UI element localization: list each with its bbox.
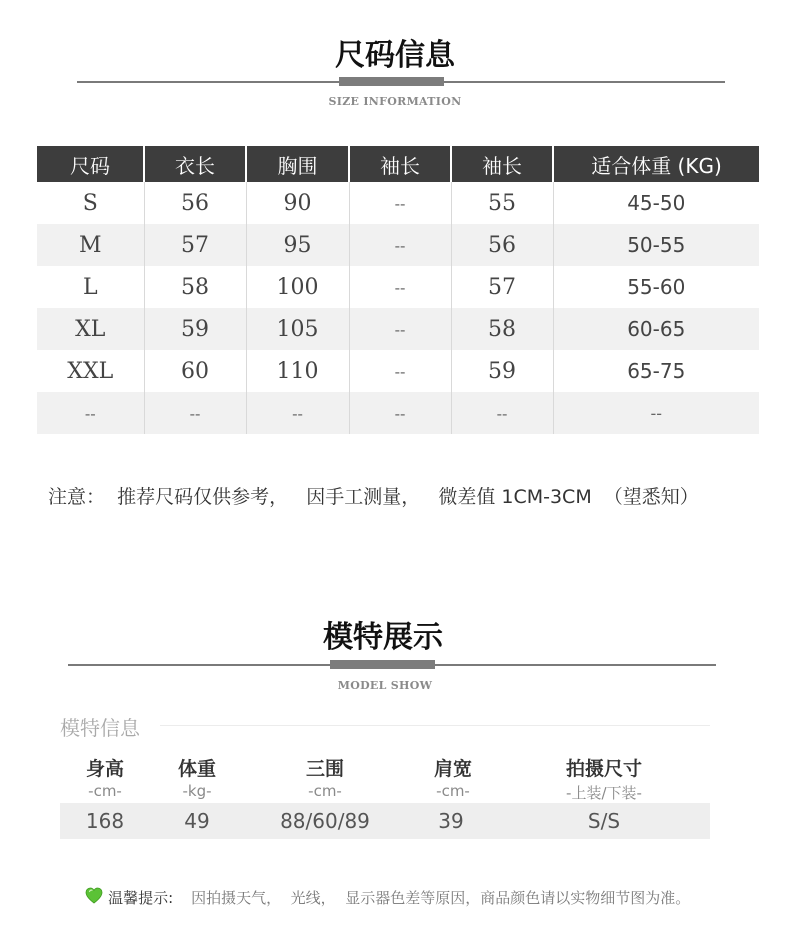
cell-size: XL — [37, 308, 144, 350]
model-unit-measurements: -cm- — [308, 782, 342, 800]
cell-chest: -- — [246, 392, 349, 434]
model-title-accent-bar — [330, 660, 435, 669]
size-section-title: 尺码信息 — [335, 38, 455, 73]
cell-length: 59 — [144, 308, 246, 350]
cell-sleeve-2: 55 — [451, 182, 553, 224]
cell-chest: 95 — [246, 224, 349, 266]
tip-text: 因拍摄天气， 光线， 显示器色差等原因，商品颜色请以实物细节图为准。 — [191, 889, 691, 907]
cell-sleeve-2: 59 — [451, 350, 553, 392]
model-header-height: 身高 — [85, 758, 124, 780]
cell-length: 56 — [144, 182, 246, 224]
model-value-shoulder: 39 — [438, 809, 464, 833]
model-value-measurements: 88/60/89 — [280, 809, 370, 833]
model-header-weight: 体重 — [177, 758, 216, 780]
cell-size: -- — [37, 392, 144, 434]
cell-chest: 90 — [246, 182, 349, 224]
cell-sleeve-2: 57 — [451, 266, 553, 308]
size-note: 注意： 推荐尺码仅供参考， 因手工测量， 微差值 1CM-3CM （望悉知） — [48, 486, 699, 508]
model-value-weight: 49 — [184, 809, 210, 833]
cell-weight: 55-60 — [627, 275, 686, 299]
model-unit-weight: -kg- — [182, 782, 212, 800]
model-header-shoot-size: 拍摄尺寸 — [565, 758, 642, 780]
model-header-measurements: 三围 — [305, 758, 344, 780]
cell-size: L — [37, 266, 144, 308]
header-chest: 胸围 — [246, 146, 349, 182]
cell-length: 57 — [144, 224, 246, 266]
cell-sleeve: -- — [349, 224, 451, 266]
model-info-label: 模特信息 — [60, 716, 140, 740]
green-heart-icon — [66, 869, 103, 926]
cell-sleeve-2: 56 — [451, 224, 553, 266]
size-table-header-row — [37, 146, 759, 182]
table-row — [37, 308, 759, 350]
model-unit-height: -cm- — [88, 782, 122, 800]
cell-sleeve: -- — [349, 266, 451, 308]
warm-tip — [66, 869, 690, 926]
header-size: 尺码 — [37, 146, 144, 182]
cell-sleeve-2: 58 — [451, 308, 553, 350]
header-length: 衣长 — [144, 146, 246, 182]
table-row — [37, 182, 759, 224]
table-row — [37, 224, 759, 266]
header-sleeve: 袖长 — [349, 146, 451, 182]
cell-length: -- — [144, 392, 246, 434]
model-unit-shoot-size: -上装/下装- — [566, 784, 642, 802]
model-section-title: 模特展示 — [323, 620, 443, 655]
header-sleeve-2: 袖长 — [451, 146, 553, 182]
cell-sleeve: -- — [349, 392, 451, 434]
table-row — [37, 392, 759, 434]
model-value-height: 168 — [85, 809, 125, 833]
cell-weight: 45-50 — [627, 191, 686, 215]
cell-size: M — [37, 224, 144, 266]
cell-weight: 60-65 — [553, 308, 759, 350]
cell-sleeve: -- — [349, 182, 451, 224]
tip-label: 温馨提示: — [108, 889, 174, 907]
cell-sleeve: -- — [349, 308, 451, 350]
model-header-shoulder: 肩宽 — [433, 758, 472, 780]
cell-chest: 105 — [246, 308, 349, 350]
header-weight-range: 适合体重 (KG) — [553, 146, 759, 182]
cell-weight: 65-75 — [627, 359, 686, 383]
cell-size: XXL — [37, 350, 144, 392]
model-unit-shoulder: -cm- — [436, 782, 470, 800]
table-row — [37, 266, 759, 308]
model-info-divider — [160, 725, 710, 726]
size-title-accent-bar — [339, 77, 444, 86]
cell-sleeve: -- — [349, 350, 451, 392]
model-value-shoot-size: S/S — [587, 809, 621, 833]
cell-chest: 110 — [246, 350, 349, 392]
cell-length: 60 — [144, 350, 246, 392]
size-section-subtitle: SIZE INFORMATION — [328, 95, 462, 108]
cell-sleeve-2: -- — [451, 392, 553, 434]
cell-weight: -- — [553, 392, 759, 434]
cell-size: S — [37, 182, 144, 224]
cell-weight: 50-55 — [553, 224, 759, 266]
table-row — [37, 350, 759, 392]
cell-length: 58 — [144, 266, 246, 308]
size-table — [37, 146, 759, 434]
cell-chest: 100 — [246, 266, 349, 308]
model-section-subtitle: MODEL SHOW — [337, 679, 433, 692]
